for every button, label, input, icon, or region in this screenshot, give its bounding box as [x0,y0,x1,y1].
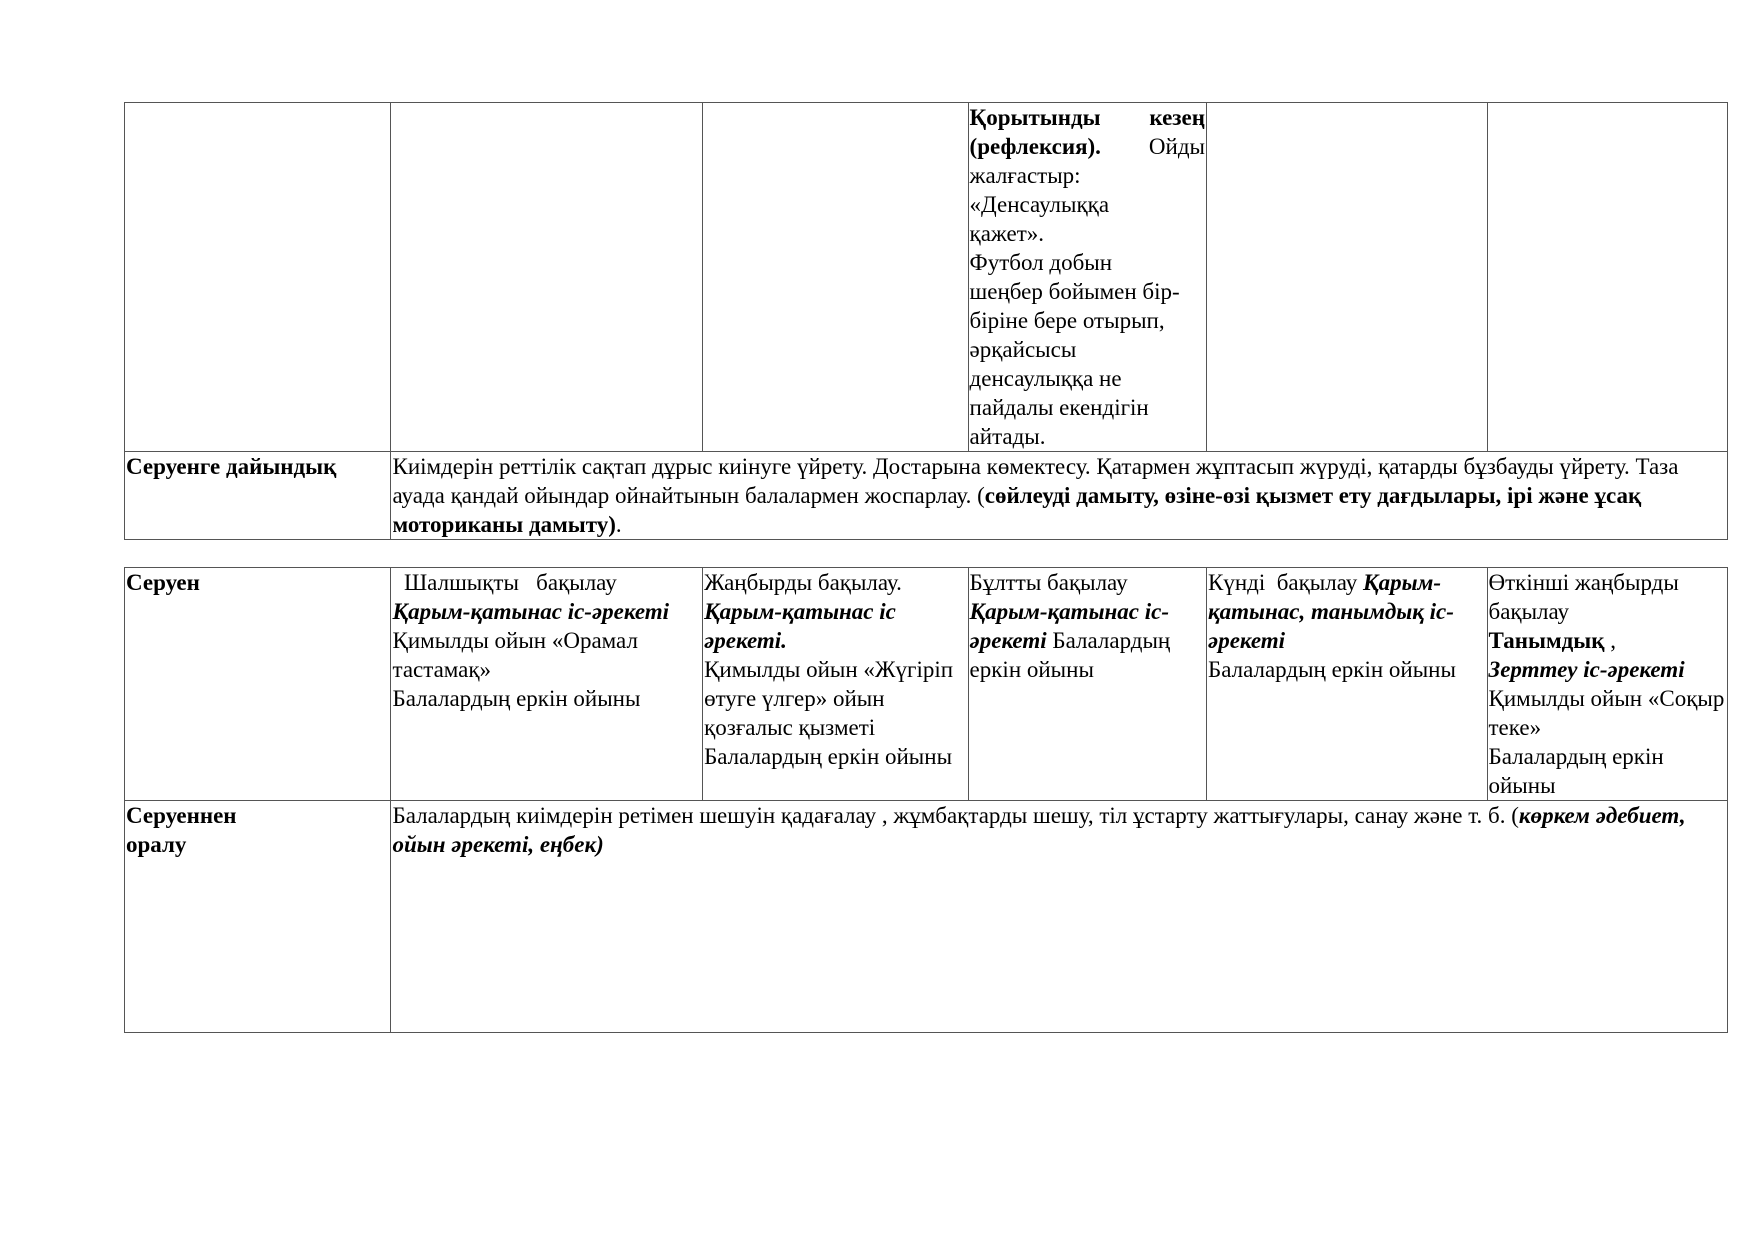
reflection-cell [968,103,1206,452]
reflection-line: шеңбер бойымен бір- [969,279,1180,304]
prep-row-label: Серуенге дайындық [125,452,391,540]
reflection-title-word1: Қорытынды [969,105,1101,130]
prep-text-plain: Киімдерін реттілік сақтап дұрыс киінуге үйрету. Достарына көмектесу. Қатармен жұптасып жүруді, қатарды бұзбауды үйрету. Таза ауада қандай ойындар ойнайтынын балалармен жоспарлау. ( [392,454,1679,508]
walk5-activity: Зерттеу іс-әрекеті [1488,657,1685,682]
empty-cell [391,103,703,452]
walk3-free-play: Балалардың еркін ойыны [969,628,1171,682]
plan-table-bottom [124,567,1728,1033]
walk4-free-play: Балалардың еркін ойыны [1207,657,1456,682]
empty-cell [703,103,968,452]
prep-text-bold: сөйлеуді дамыту, өзіне-өзі қызмет ету дағдылары, ірі және ұсақ моториканы дамыту) [392,483,1642,537]
walk-cell-3 [968,568,1206,801]
return-row [125,801,1728,1033]
reflection-line: біріне бере отырып, [969,308,1165,333]
reflection-title-word2: кезең [1149,105,1205,130]
walk4-observation: Күнді бақылау [1207,570,1364,595]
walk2-activity: Қарым-қатынас іс әрекеті. [704,599,896,653]
empty-cell [125,103,391,452]
reflection-title-part2: (рефлексия). [969,134,1101,159]
reflection-title-rest: Ойды [1148,134,1205,159]
walk5-game: Қимылды ойын «Соқыр теке» [1488,686,1725,740]
walk2-observation: Жаңбырды бақылау. [704,570,902,595]
walk3-observation: Бұлтты бақылау [969,570,1128,595]
walk5-comma: , [1604,628,1616,653]
prep-row [125,452,1728,540]
walk-cell-1 [391,568,703,801]
walk5-free-play: Балалардың еркін ойыны [1488,744,1664,798]
walk5-observation: Өткінші жаңбырды бақылау [1488,570,1679,624]
return-text-bold-italic: көркем әдебиет, ойын әрекеті, еңбек) [392,803,1686,857]
return-label-line2: оралу [126,832,187,857]
prep-row-content [391,452,1728,540]
walk1-observation: Шалшықты бақылау [392,570,617,595]
reflection-row [125,103,1728,452]
walk5-activity-bold: Танымдық [1488,628,1605,653]
walk1-free-play: Балалардың еркін ойыны [392,686,641,711]
walk-cell-4 [1206,568,1487,801]
walk-row-label: Серуен [125,568,391,801]
walk-cell-5 [1487,568,1728,801]
walk2-game: Қимылды ойын «Жүгіріп өтуге үлгер» ойын қозғалыс қызметі [704,657,954,740]
reflection-line: жалғастыр: [969,163,1081,188]
reflection-line: қажет». [969,221,1045,246]
empty-cell [1206,103,1487,452]
return-row-label [125,801,391,1033]
walk4-activity: Қарым-қатынас, танымдық іс-әрекеті [1207,570,1454,653]
plan-table-top [124,102,1728,540]
reflection-line: Футбол добын [969,250,1113,275]
prep-text-end: . [615,512,622,537]
walk2-free-play: Балалардың еркін ойыны [704,744,953,769]
return-label-line1: Серуеннен [126,803,237,828]
reflection-line: әрқайсысы [969,337,1077,362]
walk3-activity: Қарым-қатынас іс-әрекеті [969,599,1170,653]
reflection-line: айтады. [969,424,1046,449]
reflection-line: пайдалы екендігін [969,395,1149,420]
reflection-line: «Денсаулыққа [969,192,1110,217]
return-row-content [391,801,1728,1033]
empty-cell [1487,103,1728,452]
reflection-line: денсаулыққа не [969,366,1122,391]
walk-row [125,568,1728,801]
walk1-activity: Қарым-қатынас іс-әрекеті [392,599,670,624]
walk-cell-2 [703,568,968,801]
walk1-game: Қимылды ойын «Орамал тастамақ» [392,628,638,682]
return-text-plain: Балалардың киімдерін ретімен шешуін қадағалау , жұмбақтарды шешу, тіл ұстарту жаттығулары, санау және т. б. ( [392,803,1519,828]
